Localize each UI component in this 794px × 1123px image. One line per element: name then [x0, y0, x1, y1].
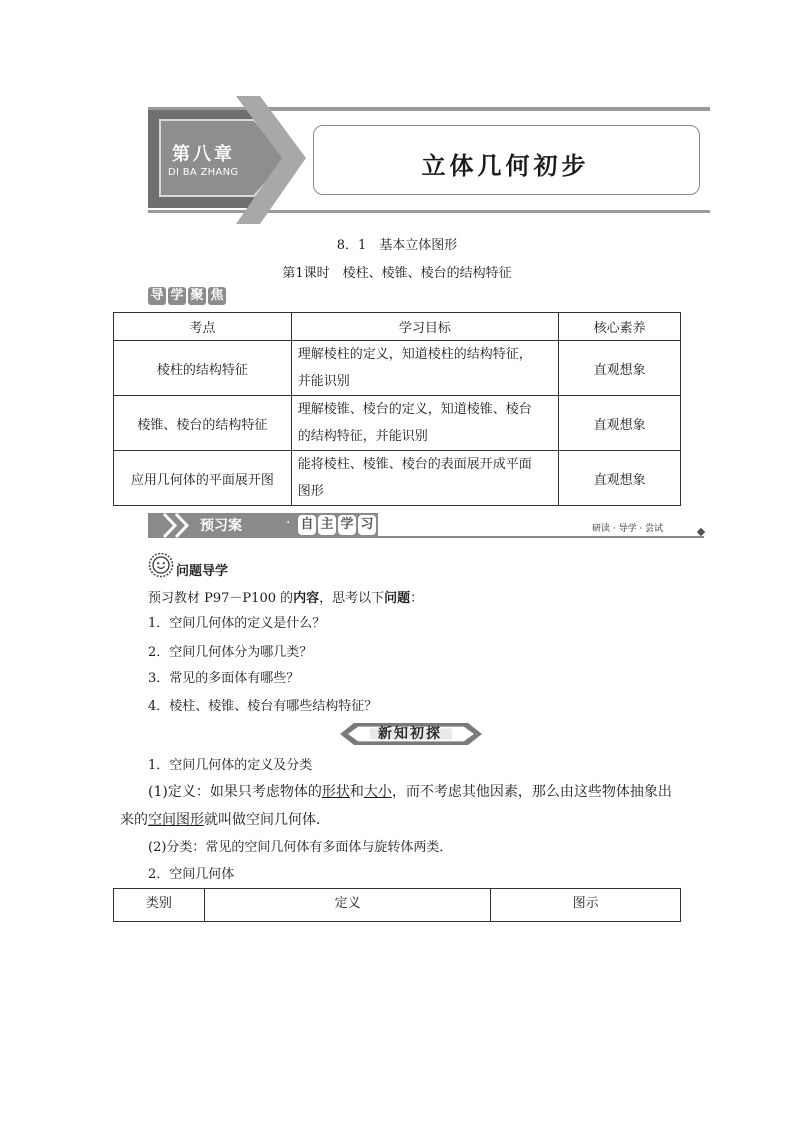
header-point: 考点: [114, 313, 292, 341]
preview-badge-char: 学: [338, 515, 356, 535]
table-row: [114, 451, 681, 506]
cell-point: 应用几何体的平面展开图: [114, 451, 292, 506]
header-diagram: 图示: [491, 889, 681, 922]
cell-goal: 理解棱柱的定义，知道棱柱的结构特征， 并能识别: [291, 341, 559, 396]
diamond-icon: [697, 528, 705, 536]
kinds-header-row: [114, 889, 681, 922]
guide-question: 1．空间几何体的定义是什么？: [148, 616, 326, 631]
lesson-title: 第1课时 棱柱、棱锥、棱台的结构特征: [282, 266, 512, 281]
focus-tag-char: 学: [168, 287, 186, 305]
preview-label: 预习案: [200, 518, 242, 534]
smiley-sun-icon: [148, 552, 174, 582]
header-category: 类别: [114, 889, 205, 922]
preview-badge-char: 习: [358, 515, 376, 535]
cell-point: 棱锥、棱台的结构特征: [114, 396, 292, 451]
preview-badge-char: 主: [318, 515, 336, 535]
goals-table: [113, 312, 681, 506]
new-knowledge-label: 新知初探: [378, 726, 442, 742]
definition-line: (1)定义：如果只考虑物体的形状和大小，而不考虑其他因素，那么由这些物体抽象出: [148, 784, 672, 800]
cell-goal: 理解棱锥、棱台的定义，知道棱锥、棱台 的结构特征，并能识别: [291, 396, 559, 451]
table-row: [114, 341, 681, 396]
focus-tag-char: 聚: [188, 287, 206, 305]
cell-literacy: 直观想象: [559, 341, 681, 396]
preview-badge-char: 自: [298, 515, 316, 535]
cell-point: 棱柱的结构特征: [114, 341, 292, 396]
header-definition: 定义: [204, 889, 490, 922]
table-row: [114, 396, 681, 451]
definition-line: 来的空间图形就叫做空间几何体．: [120, 812, 330, 828]
chapter-pinyin: DI BA ZHANG: [168, 167, 239, 178]
focus-tag-char: 焦: [208, 287, 226, 305]
header-literacy: 核心素养: [559, 313, 681, 341]
guide-intro: 预习教材 P97－P100 的内容，思考以下问题：: [148, 591, 424, 606]
subsection-title: 1．空间几何体的定义及分类: [148, 758, 313, 773]
chapter-title: 立体几何初步: [421, 152, 590, 180]
preview-rule: [378, 536, 704, 538]
focus-tag: [148, 287, 226, 305]
preview-subtitle: 研读 · 导学 · 尝试: [592, 524, 664, 534]
header-goal: 学习目标: [291, 313, 559, 341]
focus-tag-char: 导: [148, 287, 166, 305]
cell-goal: 能将棱柱、棱锥、棱台的表面展开成平面 图形: [291, 451, 559, 506]
cell-literacy: 直观想象: [559, 451, 681, 506]
subsection-title: 2．空间几何体: [148, 867, 235, 882]
guide-question: 2．空间几何体分为哪几类？: [148, 645, 313, 660]
chapter-number: 第八章: [172, 144, 235, 165]
double-chevron-icon: [160, 512, 194, 543]
section-title: 8．1 基本立体图形: [336, 238, 458, 253]
guide-question: 3．常见的多面体有哪些？: [148, 671, 300, 686]
guide-question: 4．棱柱、棱锥、棱台有哪些结构特征？: [148, 699, 378, 714]
goals-header-row: [114, 313, 681, 341]
cell-literacy: 直观想象: [559, 396, 681, 451]
preview-dot: ·: [286, 515, 291, 531]
preview-badges: [298, 515, 376, 535]
guide-heading: 问题导学: [176, 564, 229, 579]
classification-line: (2)分类：常见的空间几何体有多面体与旋转体两类．: [148, 840, 453, 855]
kinds-table: [113, 888, 681, 922]
